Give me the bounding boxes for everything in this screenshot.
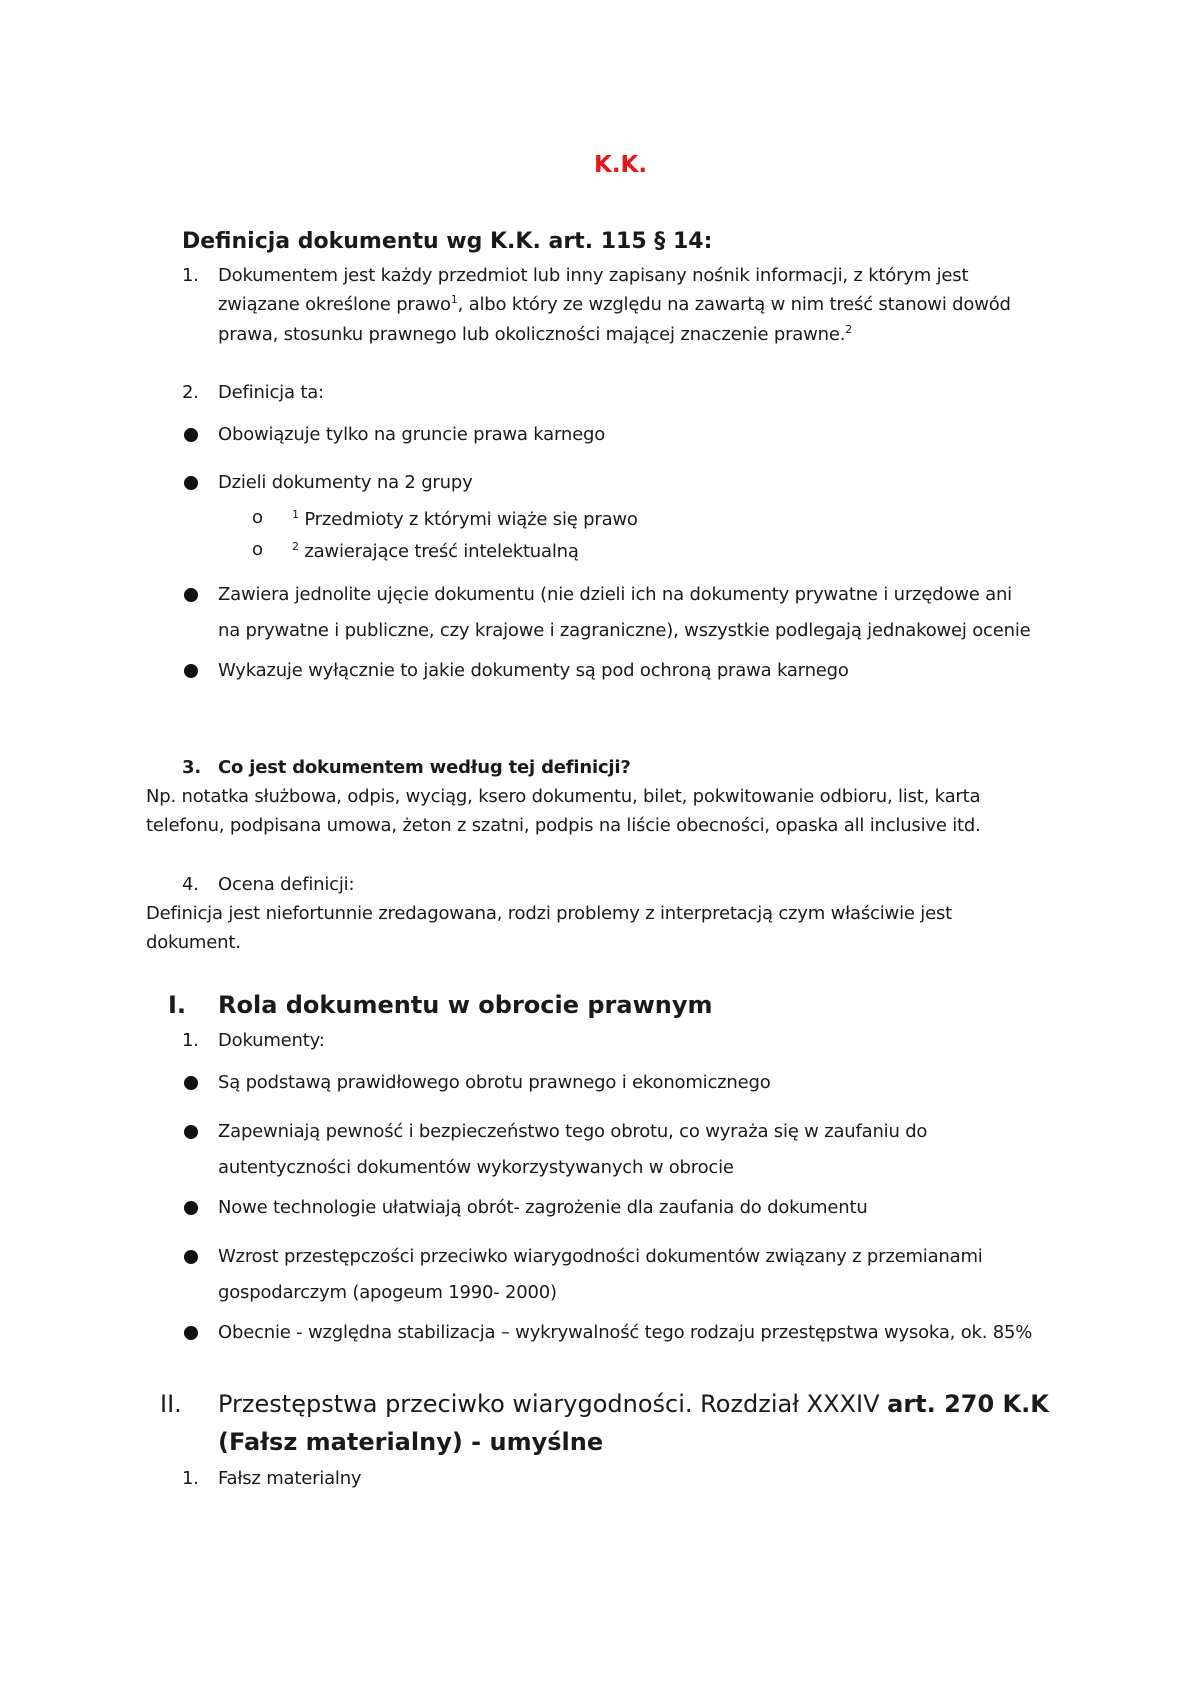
item-2-bullet-2: Dzieli dokumenty na 2 grupy bbox=[218, 472, 473, 493]
item-3-line-1: Np. notatka służbowa, odpis, wyciąg, ksero dokumentu, bilet, pokwitowanie odbioru, list, karta bbox=[146, 786, 981, 807]
sub-bullet-2-sup: 2 bbox=[292, 540, 299, 553]
footnote-ref-2: 2 bbox=[845, 323, 853, 336]
bullet-icon bbox=[184, 1326, 198, 1340]
bullet-icon bbox=[184, 1201, 198, 1215]
item-4-line-1: Definicja jest niefortunnie zredagowana, rodzi problemy z interpretacją czym właściwie jest bbox=[146, 903, 952, 924]
item-3-label: Co jest dokumentem według tej definicji? bbox=[218, 757, 631, 778]
section-1-item-label: Dokumenty: bbox=[218, 1030, 325, 1051]
bullet-icon bbox=[184, 428, 198, 442]
definition-heading: Definicja dokumentu wg K.K. art. 115 § 14: bbox=[182, 229, 713, 254]
sub-bullet-2 bbox=[292, 537, 579, 566]
item-1-number: 1. bbox=[182, 265, 199, 286]
bullet-icon bbox=[184, 588, 198, 602]
section-1-bullet-2-line-1: Zapewniają pewność i bezpieczeństwo tego obrotu, co wyraża się w zaufaniu do bbox=[218, 1121, 928, 1142]
section-2-item-label: Fałsz materialny bbox=[218, 1468, 362, 1489]
bullet-icon bbox=[184, 476, 198, 490]
item-4-label: Ocena definicji: bbox=[218, 874, 355, 895]
sub-bullet-1-sup: 1 bbox=[292, 508, 299, 521]
section-2-number: II. bbox=[160, 1390, 182, 1418]
item-2-bullet-3-line-1: Zawiera jednolite ujęcie dokumentu (nie dzieli ich na dokumenty prywatne i urzędowe ani bbox=[218, 584, 1012, 605]
footnote-ref-1: 1 bbox=[450, 293, 458, 306]
item-2-label: Definicja ta: bbox=[218, 382, 324, 403]
sub-bullet-1-text: Przedmioty z którymi wiąże się prawo bbox=[304, 509, 638, 530]
item-1-line-1: Dokumentem jest każdy przedmiot lub inny zapisany nośnik informacji, z którym jest bbox=[218, 265, 969, 286]
section-1-bullet-3: Nowe technologie ułatwiają obrót- zagrożenie dla zaufania do dokumentu bbox=[218, 1197, 868, 1218]
section-1-bullet-4-line-1: Wzrost przestępczości przeciwko wiarygodności dokumentów związany z przemianami bbox=[218, 1246, 983, 1267]
sub-bullet-1 bbox=[292, 505, 638, 534]
item-2-bullet-4: Wykazuje wyłącznie to jakie dokumenty są pod ochroną prawa karnego bbox=[218, 660, 849, 681]
item-4-line-2: dokument. bbox=[146, 932, 241, 953]
item-1-line-2 bbox=[218, 290, 1011, 319]
bullet-icon bbox=[184, 664, 198, 678]
item-2-bullet-1: Obowiązuje tylko na gruncie prawa karnego bbox=[218, 424, 606, 445]
item-1-line-2b: , albo który ze względu na zawartą w nim treść stanowi dowód bbox=[457, 294, 1011, 315]
section-1-heading: Rola dokumentu w obrocie prawnym bbox=[218, 991, 713, 1019]
section-1-bullet-4-line-2: gospodarczym (apogeum 1990- 2000) bbox=[218, 1282, 557, 1303]
item-2-bullet-3-line-2: na prywatne i publiczne, czy krajowe i zagraniczne), wszystkie podlegają jednakowej ocenie bbox=[218, 620, 1031, 641]
item-1-line-3-text: prawa, stosunku prawnego lub okoliczności mającej znaczenie prawne. bbox=[218, 324, 846, 345]
item-3-line-2: telefonu, podpisana umowa, żeton z szatni, podpis na liście obecności, opaska all inclusive itd. bbox=[146, 815, 981, 836]
section-1-bullet-2-line-2: autentyczności dokumentów wykorzystywanych w obrocie bbox=[218, 1157, 734, 1178]
section-1-item-number: 1. bbox=[182, 1030, 199, 1051]
section-2-heading-normal: Przestępstwa przeciwko wiarygodności. Rozdział XXXIV bbox=[218, 1390, 888, 1418]
item-3-number: 3. bbox=[182, 757, 201, 778]
bullet-icon bbox=[184, 1076, 198, 1090]
sub-bullet-marker-2: o bbox=[252, 539, 264, 560]
bullet-icon bbox=[184, 1125, 198, 1139]
section-1-bullet-5: Obecnie - względna stabilizacja – wykrywalność tego rodzaju przestępstwa wysoka, ok. 85% bbox=[218, 1322, 1033, 1343]
document-title: K.K. bbox=[594, 152, 648, 178]
item-2-number: 2. bbox=[182, 382, 199, 403]
item-4-number: 4. bbox=[182, 874, 199, 895]
section-2-heading-bold: art. 270 K.K bbox=[887, 1390, 1049, 1418]
section-2-heading-line-1 bbox=[218, 1390, 1049, 1418]
section-1-bullet-1: Są podstawą prawidłowego obrotu prawnego i ekonomicznego bbox=[218, 1072, 771, 1093]
section-2-heading-line-2: (Fałsz materialny) - umyślne bbox=[218, 1428, 604, 1456]
item-1-line-3 bbox=[218, 320, 852, 349]
section-2-item-number: 1. bbox=[182, 1468, 199, 1489]
sub-bullet-2-text: zawierające treść intelektualną bbox=[304, 541, 579, 562]
bullet-icon bbox=[184, 1250, 198, 1264]
sub-bullet-marker-1: o bbox=[252, 507, 264, 528]
item-1-line-2a: związane określone prawo bbox=[218, 294, 451, 315]
section-1-number: I. bbox=[168, 991, 187, 1019]
